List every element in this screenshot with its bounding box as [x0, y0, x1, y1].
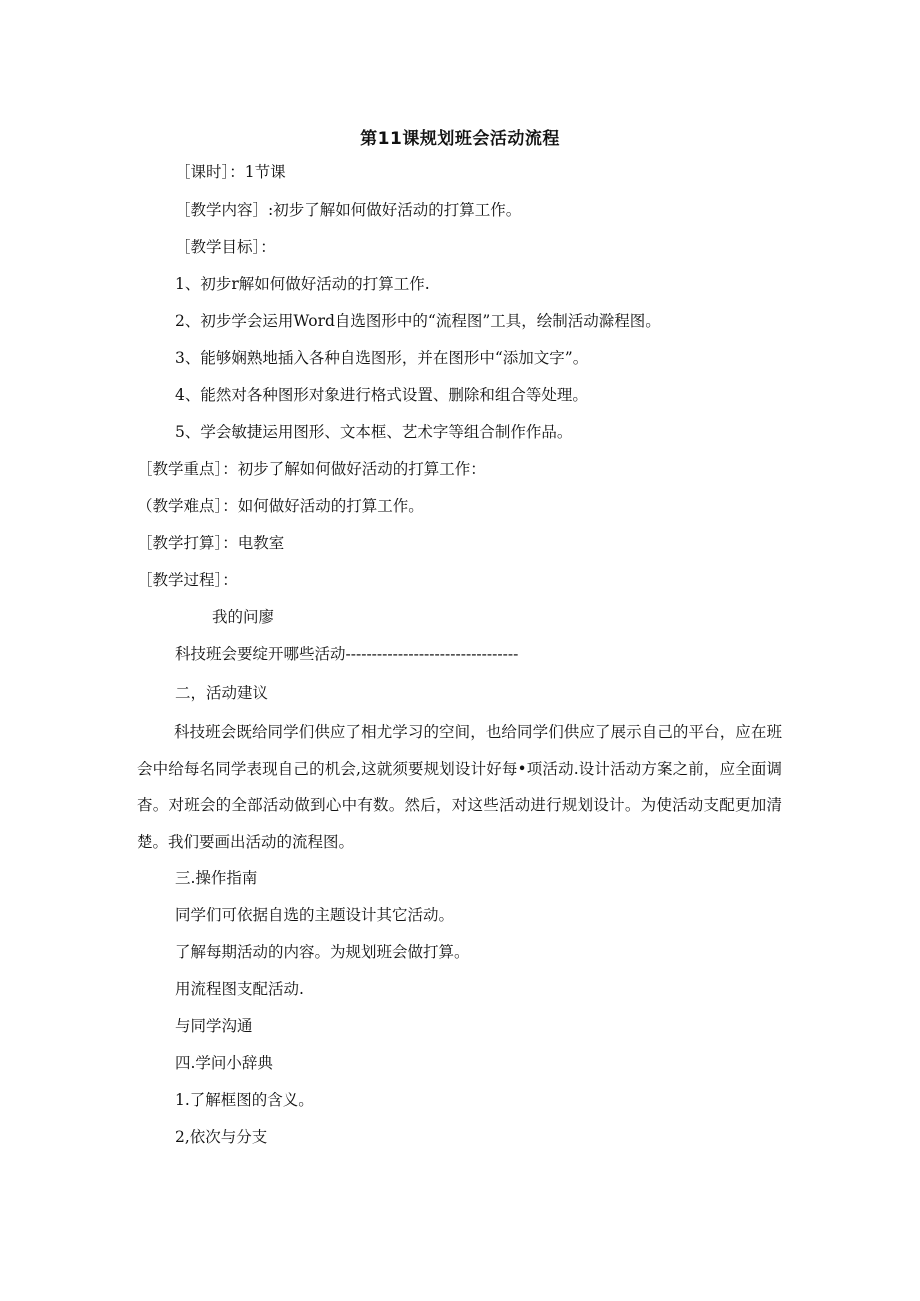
- page-title: 第11课规划班会活动流程: [360, 129, 560, 149]
- goal-item: 4、能然对各种图形对象进行格式设置、删除和组合等处理。: [175, 386, 588, 404]
- teaching-goals-heading: ［教学目标］：: [175, 238, 276, 256]
- goal-item: 2、初步学会运用Word自选图形中的“流程图”工具，绘制活动滁程图。: [175, 312, 661, 330]
- guide-item: 与同学沟通: [175, 1017, 253, 1035]
- guide-item: 用流程图支配活动.: [175, 980, 304, 998]
- activities-line: 科技班会要绽开哪些活动---------------------------------: [175, 645, 519, 663]
- goal-item: 1、初步r解如何做好活动的打算工作.: [175, 275, 430, 293]
- goal-item: 5、学会敏捷运用图形、文本框、艺术字等组合制作作品。: [175, 423, 573, 441]
- dictionary-item: 2,依次与分支: [175, 1128, 268, 1146]
- difficulty: （教学难点］：如何做好活动的打算工作。: [137, 497, 424, 515]
- guide-item: 同学们可依据自选的主题设计其它活动。: [175, 906, 455, 924]
- section-4-heading: 四.学问小辞典: [175, 1054, 273, 1072]
- lesson-hours: ［课时］：1节课: [175, 163, 286, 181]
- section-2-heading: 二，活动建议: [175, 684, 269, 702]
- preparation: ［教学打算］：电教室: [137, 534, 285, 552]
- guide-item: 了解每期活动的内容。为规划班会做打算。: [175, 943, 470, 961]
- process-heading: ［教学过程］：: [137, 571, 238, 589]
- my-question: 我的问廖: [212, 608, 275, 626]
- section-2-paragraph: 科技班会既给同学们供应了相尤学习的空间，也给同学们供应了展示自己的平台，应在班会中给每名同学表现自己的机会,这就须要规划设计好每•项活动.设计活动方案之前，应全面调杳。对班会的全部活动做到心中有数。然后，对这些活动进行规划设计。为使活动支配更加清楚。我们要画出活动的流程图。: [137, 723, 782, 851]
- goal-item: 3、能够娴熟地插入各种自选图形，并在图形中“添加文字”。: [175, 349, 589, 367]
- teaching-content: ［教学内容］:初步了解如何做好活动的打算工作。: [175, 201, 522, 219]
- key-point: ［教学重点］：初步了解如何做好活动的打算工作：: [137, 460, 486, 478]
- section-3-heading: 三.操作指南: [175, 869, 258, 887]
- dictionary-item: 1.了解框图的含义。: [175, 1091, 314, 1109]
